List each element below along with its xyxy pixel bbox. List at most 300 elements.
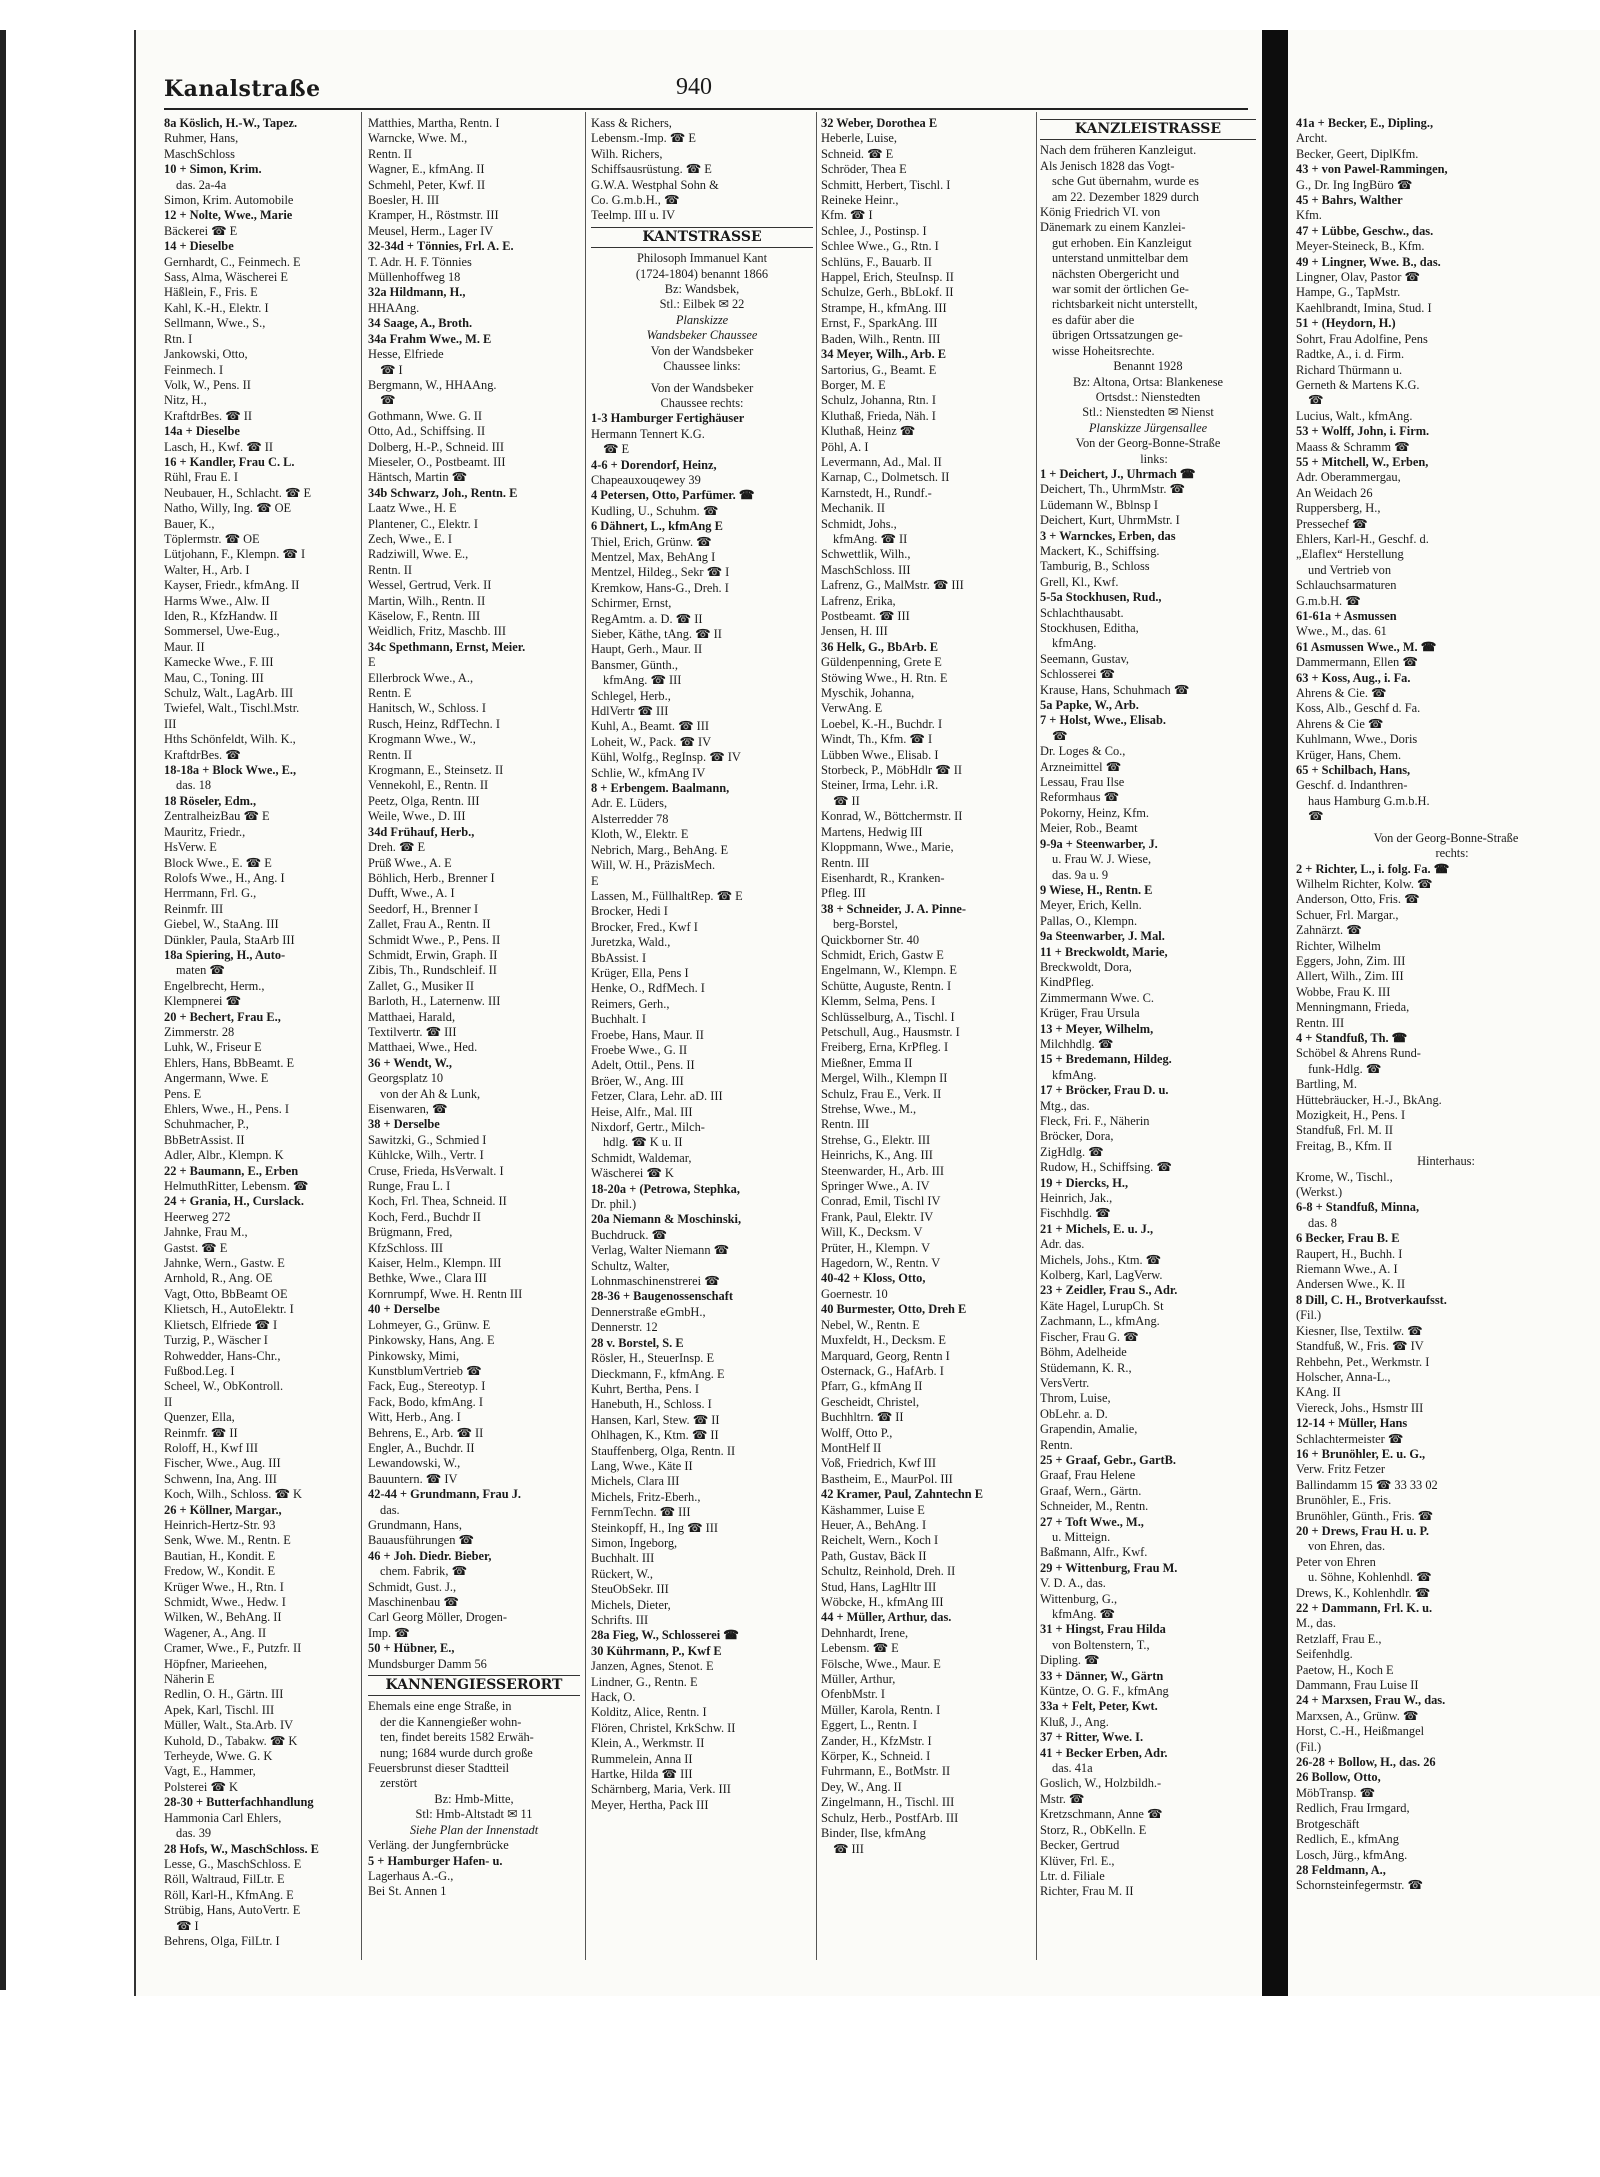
directory-entry: Maass & Schramm ☎ bbox=[1296, 439, 1410, 454]
directory-entry: Koss, Alb., Geschf d. Fa. bbox=[1296, 701, 1421, 716]
directory-entry: Rentn. E bbox=[368, 686, 412, 701]
directory-entry: Adr. E. Lüders, bbox=[591, 796, 668, 811]
directory-entry: Röll, Waltraud, FilLtr. E bbox=[164, 1872, 285, 1887]
directory-entry: von Ehren, das. bbox=[1308, 1539, 1386, 1554]
directory-entry: Herrmann, Frl. G., bbox=[164, 886, 257, 901]
directory-entry: 41a + Becker, E., Dipling., bbox=[1296, 116, 1434, 130]
directory-entry: Schmidt, Gust. J., bbox=[368, 1579, 457, 1594]
directory-entry: Meyer, Erich, Kelln. bbox=[1040, 898, 1142, 913]
directory-entry: Lohnmaschinenstrerei ☎ bbox=[591, 1274, 720, 1289]
directory-entry: Dr. phil.) bbox=[591, 1197, 637, 1212]
directory-entry: Storbeck, P., MöbHdlr ☎ II bbox=[821, 763, 963, 778]
directory-entry: Seedorf, H., Brenner I bbox=[368, 901, 479, 916]
directory-entry: Boesler, H. III bbox=[368, 193, 440, 208]
directory-entry: Borger, M. E bbox=[821, 377, 886, 392]
directory-entry: Küntze, O. G. F., kfmAng bbox=[1040, 1684, 1169, 1699]
directory-entry: Ellerbrock Wwe., A., bbox=[368, 670, 474, 685]
directory-entry: KAng. II bbox=[1296, 1385, 1341, 1400]
directory-entry: VerwAng. E bbox=[821, 701, 883, 716]
directory-entry: 8 Dill, C. H., Brotverkaufsst. bbox=[1296, 1292, 1447, 1307]
directory-entry: Zahnärzt. ☎ bbox=[1296, 923, 1362, 938]
directory-entry: 55 + Mitchell, W., Erben, bbox=[1296, 454, 1429, 469]
directory-entry: Wilhelm Richter, Kolw. ☎ bbox=[1296, 876, 1433, 891]
directory-entry: Pallas, O., Klempn. bbox=[1040, 913, 1138, 928]
directory-entry: 43 + von Pawel-Rammingen, bbox=[1296, 162, 1448, 177]
directory-entry: E bbox=[368, 655, 376, 670]
directory-entry: 18-18a + Block Wwe., E., bbox=[164, 763, 297, 778]
directory-entry: Mauritz, Friedr., bbox=[164, 824, 246, 839]
directory-entry: 53 + Wolff, John, i. Firm. bbox=[1296, 424, 1430, 439]
directory-entry: Walter, H., Arb. I bbox=[164, 562, 250, 577]
directory-entry: Fleck, Fri. F., Näherin bbox=[1040, 1114, 1150, 1128]
directory-entry: Rentn. II bbox=[368, 146, 413, 161]
directory-entry: Mundsburger Damm 56 bbox=[368, 1656, 487, 1671]
directory-entry: Buchdruck. ☎ bbox=[591, 1227, 667, 1242]
directory-entry: u. Söhne, Kohlenhdl. ☎ bbox=[1308, 1570, 1432, 1585]
directory-entry: Heinrich, Jak., bbox=[1040, 1191, 1113, 1206]
directory-entry: Natho, Willy, Ing. ☎ OE bbox=[164, 501, 292, 516]
directory-entry: Strehse, Wwe., M., bbox=[821, 1102, 917, 1116]
directory-entry: Grapendin, Amalie, bbox=[1040, 1422, 1138, 1437]
directory-entry: Froebe, Hans, Maur. II bbox=[591, 1027, 704, 1042]
directory-entry: III bbox=[164, 716, 177, 731]
directory-entry: kfmAng. bbox=[1052, 636, 1097, 651]
directory-entry: 28-36 + Baugenossenschaft bbox=[591, 1289, 733, 1304]
directory-entry: Rtn. I bbox=[164, 331, 193, 346]
directory-entry: 1 + Deichert, J., Uhrmach ☎ bbox=[1040, 466, 1196, 481]
directory-entry: Fuhrmann, E., BotMstr. II bbox=[821, 1764, 951, 1779]
directory-entry: Verw. Fritz Fetzer bbox=[1296, 1462, 1385, 1477]
directory-entry: Mießner, Emma II bbox=[821, 1055, 913, 1070]
directory-entry: Grundmann, Hans, bbox=[368, 1517, 462, 1532]
directory-entry: Scheel, W., ObKontroll. bbox=[164, 1379, 284, 1394]
directory-entry: Hampe, G., TapMstr. bbox=[1296, 285, 1401, 300]
directory-entry: Prüter, H., Klempn. V bbox=[821, 1240, 931, 1255]
directory-entry: Mstr. ☎ bbox=[1040, 1791, 1085, 1806]
directory-entry: Zimmerstr. 28 bbox=[164, 1024, 235, 1039]
directory-entry: MaschSchloss bbox=[164, 146, 235, 161]
directory-entry: Ernst, F., SparkAng. III bbox=[821, 316, 938, 331]
directory-entry: Rühl, Frau E. I bbox=[164, 470, 238, 485]
directory-entry: 4 Petersen, Otto, Parfümer. ☎ bbox=[591, 488, 755, 503]
directory-entry: Bei St. Annen 1 bbox=[368, 1884, 447, 1899]
directory-entry: 31 + Hingst, Frau Hilda bbox=[1040, 1622, 1166, 1637]
directory-entry: ☎ III bbox=[833, 1841, 864, 1856]
directory-entry: Lebensm.-Imp. ☎ E bbox=[591, 131, 696, 146]
directory-entry: Grell, Kl., Kwf. bbox=[1040, 574, 1119, 589]
directory-entry: Stauffenberg, Olga, Rentn. II bbox=[591, 1443, 736, 1458]
directory-entry: Krogmann, E., Steinsetz. II bbox=[368, 763, 504, 778]
directory-entry: 20a Niemann & Moschinski, bbox=[591, 1212, 742, 1227]
directory-entry: Käte Hagel, LurupCh. St bbox=[1040, 1298, 1164, 1313]
directory-entry: das. 39 bbox=[176, 1826, 212, 1841]
directory-entry: Standfuß, W., Fris. ☎ IV bbox=[1296, 1339, 1424, 1354]
directory-entry: 21 + Michels, E. u. J., bbox=[1040, 1221, 1154, 1236]
directory-entry: Fischhdlg. ☎ bbox=[1040, 1206, 1111, 1221]
directory-entry: Lafrenz, G., MalMstr. ☎ III bbox=[821, 578, 964, 593]
directory-entry: Senk, Wwe. M., Rentn. E bbox=[164, 1533, 291, 1548]
street-section-heading: KANZLEISTRASSE bbox=[1040, 119, 1256, 140]
directory-entry: 34a Frahm Wwe., M. E bbox=[368, 331, 492, 346]
directory-entry: von der Ah & Lunk, bbox=[380, 1086, 481, 1101]
directory-entry: Zallet, Frau A., Rentn. II bbox=[368, 917, 491, 932]
directory-entry: 37 + Ritter, Wwe. I. bbox=[1040, 1730, 1144, 1745]
directory-entry: Brunöhler, Günth., Fris. ☎ bbox=[1296, 1508, 1434, 1523]
directory-entry: 32 Weber, Dorothea E bbox=[821, 116, 938, 130]
directory-entry: Käselow, F., Rentn. III bbox=[368, 609, 481, 623]
directory-entry: wisse Hoheitsrechte. bbox=[1052, 343, 1155, 358]
directory-entry: An Weidach 26 bbox=[1296, 485, 1373, 500]
directory-entry: ☎ I bbox=[176, 1918, 199, 1933]
directory-entry: ☎ bbox=[1308, 809, 1324, 824]
directory-entry: Matthaei, Harald, bbox=[368, 1009, 456, 1024]
directory-entry: Georgsplatz 10 bbox=[368, 1071, 444, 1086]
directory-entry: Bauer, K., bbox=[164, 516, 215, 531]
directory-entry: Brügmann, Fred, bbox=[368, 1225, 453, 1240]
directory-entry: Weile, Wwe., D. III bbox=[368, 809, 466, 824]
directory-entry: HelmuthRitter, Lebensm. ☎ bbox=[164, 1179, 309, 1194]
directory-entry: Heuer, A., BehAng. I bbox=[821, 1517, 927, 1532]
directory-entry: Lütjohann, F., Klempn. ☎ I bbox=[164, 547, 306, 562]
directory-entry: Redlin, O. H., Gärtn. III bbox=[164, 1687, 284, 1702]
directory-entry: Von der Wandsbeker bbox=[650, 380, 754, 395]
directory-entry: Schlee Wwe., G., Rtn. I bbox=[821, 239, 939, 254]
directory-entry: Martens, Hedwig III bbox=[821, 824, 923, 839]
directory-entry: Klüver, Frl. E., bbox=[1040, 1853, 1115, 1868]
directory-entry: Textilvertr. ☎ III bbox=[368, 1024, 457, 1039]
directory-entry: Schultz, Walter, bbox=[591, 1258, 670, 1273]
directory-entry: Lang, Wwe., Käte II bbox=[591, 1458, 693, 1473]
directory-entry: Jankowski, Otto, bbox=[164, 347, 248, 362]
directory-entry: Myschik, Johanna, bbox=[821, 686, 915, 701]
directory-entry: Kühl, Wolfg., RegInsp. ☎ IV bbox=[591, 750, 741, 765]
directory-entry: Dennerstr. 12 bbox=[591, 1320, 658, 1335]
directory-entry: Müller, Arthur, bbox=[821, 1672, 896, 1687]
directory-entry: Otto, Ad., Schiffsing. II bbox=[368, 424, 486, 439]
directory-entry: Roloff, H., Kwf III bbox=[164, 1440, 259, 1455]
directory-entry: RegAmtm. a. D. ☎ II bbox=[591, 611, 703, 626]
directory-entry: (Fil.) bbox=[1296, 1739, 1322, 1754]
directory-entry: 20 + Bechert, Frau E., bbox=[164, 1009, 281, 1024]
directory-entry: 6 Becker, Frau B. E bbox=[1296, 1231, 1400, 1246]
directory-entry: Fußbod.Leg. I bbox=[164, 1363, 235, 1378]
directory-entry: ☎ bbox=[1052, 728, 1068, 743]
directory-entry: Reinmfr. III bbox=[164, 901, 224, 916]
directory-entry: Hanitsch, W., Schloss. I bbox=[368, 701, 487, 716]
directory-entry: 14 + Dieselbe bbox=[164, 239, 234, 254]
directory-entry: Holscher, Anna-L., bbox=[1296, 1369, 1391, 1384]
directory-entry: MontHelf II bbox=[821, 1440, 882, 1455]
directory-entry: Michels, Johs., Ktm. ☎ bbox=[1040, 1252, 1162, 1267]
directory-entry: das. 18 bbox=[176, 778, 212, 793]
directory-entry: Carl Georg Möller, Drogen- bbox=[368, 1610, 507, 1625]
directory-entry: Fetzer, Clara, Lehr. aD. III bbox=[591, 1089, 723, 1104]
directory-entry: OfenbMstr. I bbox=[821, 1687, 886, 1702]
directory-entry: Nitz, H., bbox=[164, 393, 207, 408]
directory-entry: Klietsch, Elfriede ☎ I bbox=[164, 1317, 278, 1332]
directory-entry: Petschull, Aug., Hausmstr. I bbox=[821, 1024, 960, 1039]
directory-entry: Anderson, Otto, Fris. ☎ bbox=[1296, 892, 1420, 907]
directory-entry: Graaf, Wern., Gärtn. bbox=[1040, 1483, 1142, 1498]
directory-entry: 45 + Bahrs, Walther bbox=[1296, 193, 1403, 208]
directory-entry: Schlie, W., kfmAng IV bbox=[591, 765, 706, 780]
directory-entry: Standfuß, Frl. M. II bbox=[1296, 1123, 1394, 1138]
directory-entry: 18-20a + (Petrowa, Stephka, bbox=[591, 1181, 740, 1196]
directory-entry: ObLehr. a. D. bbox=[1040, 1406, 1108, 1421]
directory-entry: Krause, Hans, Schuhmach ☎ bbox=[1040, 682, 1190, 697]
directory-entry: Prüß Wwe., A. E bbox=[368, 855, 452, 870]
directory-entry: Käshammer, Luise E bbox=[821, 1502, 925, 1517]
directory-entry: Schlachtermeister ☎ bbox=[1296, 1431, 1404, 1446]
directory-entry: Gerneth & Martens K.G. bbox=[1296, 377, 1420, 392]
directory-entry: Twiefel, Walt., Tischl.Mstr. bbox=[164, 701, 300, 716]
directory-entry: 8a Köslich, H.-W., Tapez. bbox=[164, 116, 298, 130]
directory-entry: Rösler, H., SteuerInsp. E bbox=[591, 1351, 715, 1366]
directory-entry: Schmehl, Peter, Kwf. II bbox=[368, 177, 486, 192]
directory-entry: BbAssist. I bbox=[591, 950, 647, 965]
directory-entry: Milchhdlg. ☎ bbox=[1040, 1036, 1114, 1051]
directory-entry: der die Kannengießer wohn- bbox=[380, 1714, 522, 1729]
directory-entry: Levermann, Ad., Mal. II bbox=[821, 454, 942, 469]
directory-entry: Chaussee rechts: bbox=[660, 395, 744, 410]
directory-entry: Steiner, Irma, Lehr. i.R. bbox=[821, 778, 939, 793]
directory-entry: Philosoph Immanuel Kant bbox=[636, 251, 768, 266]
directory-entry: ZentralheizBau ☎ E bbox=[164, 809, 270, 824]
directory-entry: Redlich, Frau Irmgard, bbox=[1296, 1801, 1410, 1816]
directory-entry: Ehemals eine enge Straße, in bbox=[368, 1699, 512, 1714]
directory-entry: 3 + Warnckes, Erben, das bbox=[1040, 528, 1176, 543]
directory-entry: Neubauer, H., Schlacht. ☎ E bbox=[164, 485, 312, 500]
directory-entry: Schlegel, Herb., bbox=[591, 688, 671, 703]
directory-entry: Goernestr. 10 bbox=[821, 1286, 888, 1301]
directory-entry: Behrens, E., Arb. ☎ II bbox=[368, 1425, 484, 1440]
directory-entry: Simon, Krim. Automobile bbox=[164, 193, 294, 208]
directory-entry: Planskizze bbox=[675, 312, 729, 327]
directory-entry: Wolff, Otto P., bbox=[821, 1425, 893, 1440]
scan-edge-left bbox=[0, 30, 6, 1990]
directory-entry: Flören, Christel, KrkSchw. II bbox=[591, 1720, 736, 1735]
directory-entry: Schulz, Johanna, Rtn. I bbox=[821, 393, 936, 408]
directory-entry: Schneider, M., Rentn. bbox=[1040, 1499, 1149, 1514]
directory-entry: Böhm, Adelheide bbox=[1040, 1345, 1127, 1360]
directory-entry: Reichelt, Wern., Koch I bbox=[821, 1533, 939, 1548]
directory-entry: Graaf, Frau Helene bbox=[1040, 1468, 1136, 1483]
directory-entry: Engelmann, W., Klempn. E bbox=[821, 963, 957, 978]
directory-entry: Krome, W., Tischl., bbox=[1296, 1169, 1393, 1184]
directory-entry: M., das. bbox=[1296, 1616, 1336, 1631]
directory-entry: 34 Saage, A., Broth. bbox=[368, 316, 473, 331]
directory-entry: Von der Georg-Bonne-Straße bbox=[1373, 830, 1519, 845]
directory-entry: Henke, O., RdfMech. I bbox=[591, 981, 705, 996]
directory-entry: Adr. Oberammergau, bbox=[1296, 470, 1401, 485]
directory-entry: 42-44 + Grundmann, Frau J. bbox=[368, 1487, 522, 1502]
directory-entry: Kfm. ☎ I bbox=[821, 208, 873, 223]
directory-entry: 22 + Baumann, E., Erben bbox=[164, 1163, 299, 1178]
directory-entry: Planskizze Jürgensallee bbox=[1088, 420, 1208, 435]
directory-entry: maten ☎ bbox=[176, 963, 225, 978]
directory-entry: links: bbox=[1140, 451, 1168, 466]
directory-entry: Kaiser, Helm., Klempn. III bbox=[368, 1256, 502, 1271]
directory-entry: Will, W. H., PräzisMech. bbox=[591, 858, 716, 873]
directory-entry: 63 + Koss, Aug., i. Fa. bbox=[1296, 670, 1411, 685]
directory-entry: Zech, Wwe., E. I bbox=[368, 531, 453, 546]
directory-entry: Rückert, W., bbox=[591, 1566, 653, 1581]
directory-entry: Strehse, G., Elektr. III bbox=[821, 1132, 931, 1147]
directory-entry: Postbeamt. ☎ III bbox=[821, 609, 910, 623]
directory-entry: Drews, K., Kohlenhdlr. ☎ bbox=[1296, 1585, 1431, 1600]
directory-entry: das. bbox=[380, 1502, 400, 1517]
directory-entry: Dipling. ☎ bbox=[1040, 1653, 1100, 1668]
directory-entry: am 22. Dezember 1829 durch bbox=[1052, 189, 1199, 204]
directory-entry: Kluthaß, Heinz ☎ bbox=[821, 424, 916, 439]
directory-entry: Happel, Erich, SteuInsp. II bbox=[821, 270, 954, 285]
directory-entry: Marxsen, A., Grünw. ☎ bbox=[1296, 1708, 1419, 1723]
directory-entry: Nach dem früheren Kanzleigut. bbox=[1040, 143, 1197, 158]
directory-entry: Lingner, Olav, Pastor ☎ bbox=[1296, 270, 1420, 285]
directory-entry: Mozigkeit, H., Pens. I bbox=[1296, 1108, 1406, 1122]
directory-entry: Ohlhagen, K., Ktm. ☎ II bbox=[591, 1428, 719, 1443]
directory-entry: Von der Wandsbeker bbox=[650, 343, 754, 358]
directory-entry: Röll, Karl-H., KfmAng. E bbox=[164, 1887, 294, 1902]
directory-entry: Behrens, Olga, FilLtr. I bbox=[164, 1933, 280, 1948]
directory-entry: Pressechef ☎ bbox=[1296, 516, 1368, 531]
directory-entry: Richard Thürmann u. bbox=[1296, 362, 1403, 377]
directory-entry: Schmitt, Herbert, Tischl. I bbox=[821, 177, 951, 192]
directory-entry: Verlag, Walter Niemann ☎ bbox=[591, 1243, 730, 1258]
directory-entry: SteuObSekr. III bbox=[591, 1582, 669, 1597]
directory-entry: Retzlaff, Frau E., bbox=[1296, 1631, 1382, 1646]
directory-entry: Höpfner, Marieehen, bbox=[164, 1656, 268, 1671]
directory-entry: Kornrumpf, Wwe. H. Rentn III bbox=[368, 1286, 523, 1301]
directory-entry: Dennerstraße eGmbH., bbox=[591, 1304, 706, 1319]
directory-entry: Steinkopff, H., Ing ☎ III bbox=[591, 1520, 719, 1535]
directory-entry: Kremkow, Hans-G., Dreh. I bbox=[591, 580, 729, 595]
directory-entry: Dr. Loges & Co., bbox=[1040, 744, 1126, 759]
directory-entry: 6 Dähnert, L., kfmAng E bbox=[591, 519, 723, 534]
directory-entry: Zibis, Th., Rundschleif. II bbox=[368, 963, 497, 978]
directory-entry: 33 + Dänner, W., Gärtn bbox=[1040, 1668, 1164, 1683]
directory-entry: Als Jenisch 1828 das Vogt- bbox=[1040, 158, 1175, 173]
directory-entry: Mechanik. II bbox=[821, 501, 885, 516]
directory-entry: Rohwedder, Hans-Chr., bbox=[164, 1348, 281, 1363]
directory-entry: 34c Spethmann, Ernst, Meier. bbox=[368, 639, 526, 654]
directory-entry: Rummelein, Anna II bbox=[591, 1751, 693, 1766]
directory-entry: Strampe, H., kfmAng. III bbox=[821, 300, 947, 315]
directory-entry: 14a + Dieselbe bbox=[164, 424, 240, 439]
directory-entry: ☎ II bbox=[833, 793, 860, 808]
directory-entry: Will, K., Decksm. V bbox=[821, 1225, 923, 1240]
directory-entry: Klietsch, H., AutoElektr. I bbox=[164, 1302, 294, 1317]
directory-entry: 24 + Marxsen, Frau W., das. bbox=[1296, 1693, 1446, 1708]
directory-entry: Heinrich-Hertz-Str. 93 bbox=[164, 1517, 276, 1532]
directory-entry: Meusel, Herm., Lager IV bbox=[368, 223, 494, 238]
directory-entry: haus Hamburg G.m.b.H. bbox=[1308, 793, 1430, 808]
directory-entry: Haupt, Gerh., Maur. II bbox=[591, 642, 703, 657]
directory-entry: Fischer, Frau G. ☎ bbox=[1040, 1329, 1139, 1344]
directory-entry: 18a Spiering, H., Auto- bbox=[164, 947, 286, 962]
street-section-heading: KANTSTRASSE bbox=[591, 227, 813, 248]
directory-entry: 9a Steenwarber, J. Mal. bbox=[1040, 929, 1165, 944]
directory-entry: Gescheidt, Christel, bbox=[821, 1394, 920, 1409]
directory-entry: Gastst. ☎ E bbox=[164, 1240, 228, 1255]
directory-entry: Breckwoldt, Dora, bbox=[1040, 959, 1132, 974]
directory-entry: Loebel, K.-H., Buchdr. I bbox=[821, 716, 943, 731]
directory-entry: Pinkowsky, Hans, Ang. E bbox=[368, 1333, 495, 1348]
directory-entry: Schuhmacher, P., bbox=[164, 1117, 249, 1132]
directory-entry: König Friedrich VI. von bbox=[1040, 205, 1161, 220]
directory-entry: Sass, Alma, Wäscherei E bbox=[164, 270, 288, 285]
directory-entry: Bz: Hmb-Mitte, bbox=[434, 1791, 514, 1806]
directory-entry: Fack, Eug., Stereotyp. I bbox=[368, 1379, 486, 1394]
directory-entry: ten, findet bereits 1582 Erwäh- bbox=[380, 1730, 534, 1745]
directory-entry: Nebrich, Marg., BehAng. E bbox=[591, 842, 729, 857]
directory-entry: Vennekohl, E., Rentn. II bbox=[368, 778, 489, 793]
column-rule bbox=[585, 112, 586, 1960]
directory-entry: Heise, Alfr., Mal. III bbox=[591, 1104, 693, 1119]
directory-entry: Fölsche, Wwe., Maur. E bbox=[821, 1656, 941, 1671]
directory-entry: Stüdemann, K. R., bbox=[1040, 1360, 1132, 1375]
directory-entry: Losch, Jürg., kfmAng. bbox=[1296, 1847, 1408, 1862]
directory-entry: G.W.A. Westphal Sohn & bbox=[591, 177, 719, 192]
directory-entry: Tamburig, B., Schloss bbox=[1040, 559, 1150, 574]
directory-entry: Buchhalt. III bbox=[591, 1551, 655, 1566]
directory-entry: Rentn. II bbox=[368, 747, 413, 762]
directory-entry: unterstand unmittelbar dem bbox=[1052, 251, 1189, 266]
directory-entry: Hammonia Carl Ehlers, bbox=[164, 1810, 282, 1825]
directory-entry: Verläng. der Jungfernbrücke bbox=[368, 1838, 509, 1853]
directory-entry: Hermann Tennert K.G. bbox=[591, 426, 705, 441]
directory-entry: Kass & Richers, bbox=[591, 116, 672, 130]
directory-entry: Angermann, Wwe. E bbox=[164, 1071, 269, 1086]
directory-entry: Block Wwe., E. ☎ E bbox=[164, 855, 272, 870]
directory-entry: 42 Kramer, Paul, Zahntechn E bbox=[821, 1487, 984, 1502]
directory-entry: Radtke, A., i. d. Firm. bbox=[1296, 347, 1405, 362]
directory-entry: Binder, Ilse, kfmAng bbox=[821, 1826, 926, 1841]
directory-entry: Mtg., das. bbox=[1040, 1098, 1090, 1113]
directory-entry: Von der Georg-Bonne-Straße bbox=[1075, 436, 1221, 451]
directory-entry: Zingelmann, H., Tischl. III bbox=[821, 1795, 955, 1810]
directory-entry: Sommersel, Uwe-Eug., bbox=[164, 624, 280, 639]
directory-entry: Krogmann Wwe., W., bbox=[368, 732, 476, 747]
directory-entry: 51 + (Heydorn, H.) bbox=[1296, 316, 1396, 331]
directory-entry: Andersen Wwe., K. II bbox=[1296, 1277, 1406, 1292]
directory-entry: T. Adr. H. F. Tönnies bbox=[368, 254, 472, 269]
directory-entry: Quickborner Str. 40 bbox=[821, 932, 920, 947]
directory-entry: kfmAng. ☎ II bbox=[833, 531, 908, 546]
directory-entry: Reinmfr. ☎ II bbox=[164, 1425, 238, 1440]
directory-entry: Seemann, Gustav, bbox=[1040, 651, 1130, 666]
directory-entry: 36 Helk, G., BbArb. E bbox=[821, 639, 939, 654]
directory-entry: 40 + Derselbe bbox=[368, 1302, 440, 1317]
directory-entry: Kretzschmann, Anne ☎ bbox=[1040, 1807, 1163, 1822]
directory-entry: Sartorius, G., Beamt. E bbox=[821, 362, 937, 377]
directory-entry: Kramper, H., Röstmstr. III bbox=[368, 208, 499, 223]
directory-entry: Adler, Albr., Klempn. K bbox=[164, 1148, 284, 1163]
directory-entry: Cramer, Wwe., F., Putzfr. II bbox=[164, 1641, 302, 1656]
directory-entry: VersVertr. bbox=[1040, 1375, 1090, 1390]
directory-entry: Feinmech. I bbox=[164, 362, 224, 377]
directory-entry: Path, Gustav, Bäck II bbox=[821, 1548, 927, 1563]
directory-entry: das. 9a u. 9 bbox=[1052, 867, 1109, 882]
directory-entry: Matthaei, Wwe., Hed. bbox=[368, 1040, 478, 1055]
directory-entry: Lebensm. ☎ E bbox=[821, 1641, 899, 1656]
directory-entry: Kloppmann, Wwe., Marie, bbox=[821, 840, 954, 855]
directory-entry: 28 Feldmann, A., bbox=[1296, 1862, 1386, 1877]
directory-entry: Lasch, H., Kwf. ☎ II bbox=[164, 439, 274, 454]
directory-entry: 13 + Meyer, Wilhelm, bbox=[1040, 1021, 1154, 1036]
directory-entry: 26 Bollow, Otto, bbox=[1296, 1770, 1381, 1785]
directory-entry: Storz, R., ObKelln. E bbox=[1040, 1822, 1147, 1837]
